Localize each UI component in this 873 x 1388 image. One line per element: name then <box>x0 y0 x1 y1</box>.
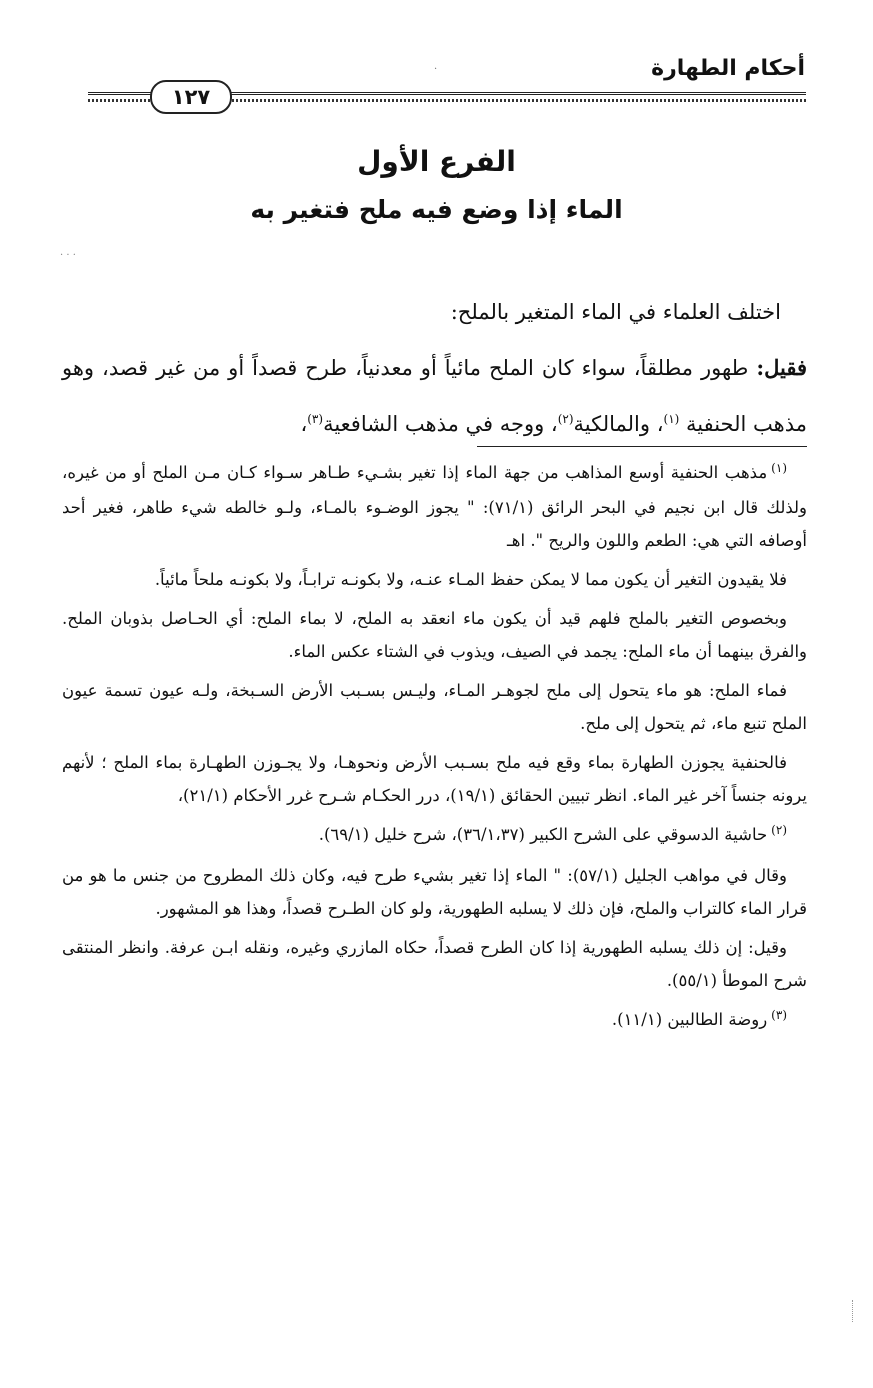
footnote-ref-1: (١) <box>663 412 680 426</box>
scan-speck: · <box>434 64 438 75</box>
lead-word: فقيل: <box>756 355 807 380</box>
scan-edge-mark <box>850 1300 853 1322</box>
footnote-1-paragraph: فماء الملح: هو ماء يتحول إلى ملح لجوهـر المـاء، وليـس بسـبب الأرض السـبخة، ولـه عيون تسمة عيون الملح تنبع ماء، ثم يتحول إلى ملح. <box>62 681 807 733</box>
main-paragraph <box>62 340 807 452</box>
section-titles <box>0 140 873 230</box>
section-title: الفرع الأول <box>357 145 516 178</box>
footnote-ref-2: (٢) <box>557 412 574 426</box>
footnote-text: حاشية الدسوقي على الشرح الكبير (٣٦/١،٣٧)، شرح خليل (٦٩/١). <box>318 825 768 844</box>
footnote-ref-3: (٣) <box>307 412 324 426</box>
footnote-3 <box>62 1003 807 1038</box>
footnotes <box>62 456 807 1044</box>
intro-line: اختلف العلماء في الماء المتغير بالملح: <box>450 300 781 324</box>
footnote-1-paragraph: وبخصوص التغير بالملح فلهم قيد أن يكون ماء انعقد به الملح، لا بماء الملح: أي الحـاصل بذوبان الملح. والفرق بينهما أن ماء الملح: يجمد في الصيف، ويذوب في الشتاء عكس الماء. <box>62 609 807 661</box>
footnote-1-paragraph: فالحنفية يجوزن الطهارة بماء وقع فيه ملح بسـبب الأرض ونحوهـا، ولا يجـوزن الطهـارة بماء الملح ؛ لأنهم يرونه جنساً آخر غير الماء. انظر تبيين الحقائق (١٩/١)، درر الحكـام شـرح غرر الأحكام (٢١/١)، <box>62 753 807 805</box>
footnote-2-paragraph: وقيل: إن ذلك يسلبه الطهورية إذا كان الطرح قصداً، حكاه المازري وغيره، ونقله ابـن عرفة. وانظر المنتقى شرح الموطأ (٥٥/١). <box>62 938 807 990</box>
footnote-number: (٢) <box>771 823 787 837</box>
footnote-number: (١) <box>771 461 787 475</box>
main-text-part: ، والمالكية <box>573 412 664 436</box>
main-text-part: ، <box>300 412 308 436</box>
running-title: أحكام الطهارة <box>651 56 805 81</box>
footnote-text: مذهب الحنفية أوسع المذاهب من جهة الماء إذا تغير بشـيء طـاهر سـواء كـان مـن الملح أو من غيره، ولذلك قال ابن نجيم في البحر الرائق (٧١/١): " يجوز الوضـوء بالمـاء، ولـو خالطه شيء طاهر، فغير أحد أوصافه التي هي: الطعم واللون والريح ". اهـ <box>62 463 807 550</box>
footnote-number: (٣) <box>771 1008 787 1022</box>
footnote-text: روضة الطالبين (١١/١). <box>611 1010 768 1029</box>
footnote-separator <box>477 446 807 447</box>
section-subtitle: الماء إذا وضع فيه ملح فتغير به <box>250 195 623 224</box>
footnote-1 <box>62 456 807 557</box>
footnote-2-paragraph: وقال في مواهب الجليل (٥٧/١): " الماء إذا تغير بشيء طرح فيه، وكان ذلك المطروح من جنس ما هو من قرار الماء كالتراب والملح، فإن ذلك لا يسلبه الطهورية، ولو كان الطـرح قصداً، وهذا هو المشهور. <box>62 866 807 918</box>
main-text-part: ، ووجه في مذهب الشافعية <box>323 412 558 436</box>
main-text-part: طهور مطلقاً، سواء كان الملح مائياً أو معدنياً، طرح قصداً أو من غير قصد، وهو مذهب الحنفية <box>62 356 807 436</box>
footnote-2 <box>62 818 807 853</box>
footnote-1-paragraph: فلا يقيدون التغير أن يكون مما لا يمكن حفظ المـاء عنـه، ولا بكونـه ترابـاً، ولا بكونـه ملحاً مائياً. <box>154 570 787 589</box>
page-number: ١٢٧ <box>150 80 232 114</box>
main-text <box>62 284 807 452</box>
scan-speck: · · · <box>60 250 76 261</box>
